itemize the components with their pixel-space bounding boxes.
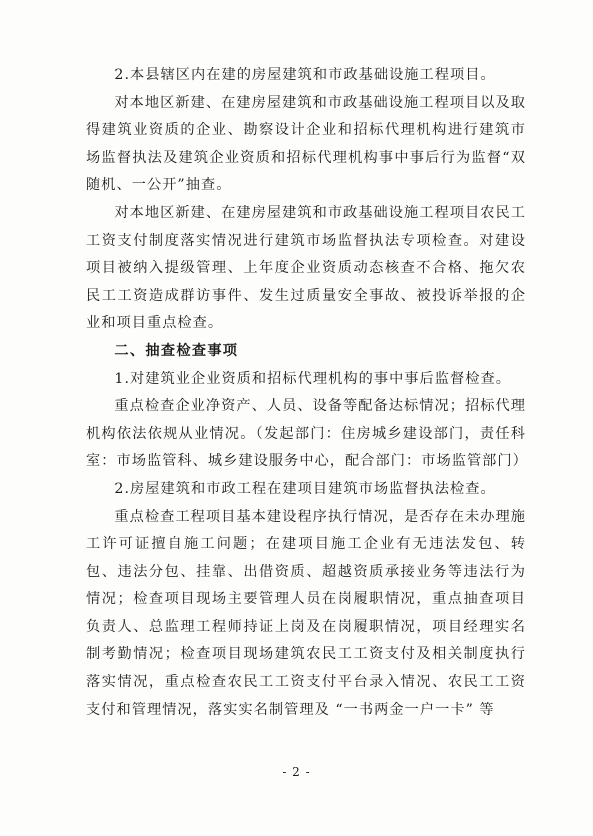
paragraph-item-1-detail: 重点检查企业净资产、人员、设备等配备达标情况；招标代理机构依法依规从业情况。（发起部门：住房城乡建设部门，责任科室：市场监管科、城乡建设服务中心，配合部门：市场监管部门） [86, 398, 528, 470]
paragraph-wage-special-inspection: 对本地区新建、在建房屋建筑和市政基础设施工程项目农民工工资支付制度落实情况进行建筑市场监督执法专项检查。对建设项目被纳入提级管理、上年度企业资质动态核查不合格、拖欠农民工工资造成群访事件、发生过质量安全事故、被投诉举报的企业和项目重点检查。 [86, 204, 526, 332]
paragraph-item-2-detail: 重点检查工程项目基本建设程序执行情况，是否存在未办理施工许可证擅自施工问题；在建项目施工企业有无违法发包、转包、违法分包、挂靠、出借资质、超越资质承接业务等违法行为情况；检查项目现场主要管理人员在岗履职情况，重点抽查项目负责人、总监理工程师持证上岗及在岗履职情况，项目经理实名制考勤情况；检查项目现场建筑农民工工资支付及相关制度执行落实情况，重点检查农民工工资支付平台录入情况、农民工工资支付和管理情况，落实实名制管理及 “一书两金一户一卡” 等 [86, 508, 526, 718]
paragraph-double-random-inspection: 对本地区新建、在建房屋建筑和市政基础设施工程项目以及取得建筑业资质的企业、勘察设计企业和招标代理机构进行建筑市场监督执法及建筑企业资质和招标代理机构事中事后行为监督“双随机、一公开”抽查。 [86, 94, 526, 194]
paragraph-item-1-title: 1.对建筑业企业资质和招标代理机构的事中事后监督检查。 [114, 370, 511, 387]
paragraph-scope-item-2: 2.本县辖区内在建的房屋建筑和市政基础设施工程项目。 [114, 67, 496, 83]
page-number: - 2 - [282, 765, 311, 779]
paragraph-item-2-title: 2.房屋建筑和市政工程在建项目建筑市场监督执法检查。 [114, 480, 496, 497]
section-heading-inspection-items: 二、抽查检查事项 [114, 342, 239, 359]
document-body [86, 62, 526, 724]
